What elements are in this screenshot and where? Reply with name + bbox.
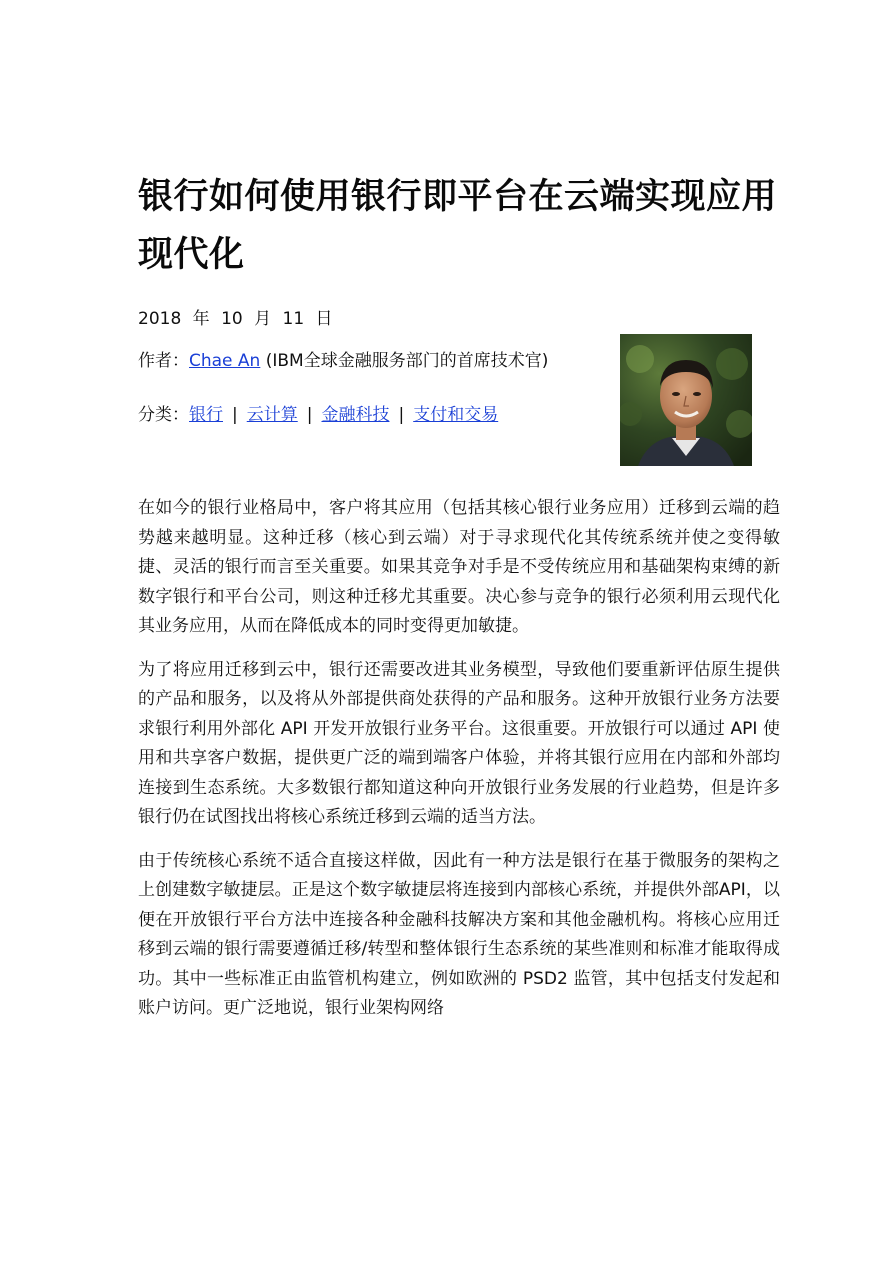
- author-portrait-image: [620, 334, 752, 466]
- body-paragraph: 由于传统核心系统不适合直接这样做，因此有一种方法是银行在基于微服务的架构之上创建数字敏捷层。正是这个数字敏捷层将连接到内部核心系统，并提供外部API，以便在开放银行平台方法中连接各种金融科技解决方案和其他金融机构。将核心应用迁移到云端的银行需要遵循迁移/转型和整体银行生态系统的某些准则和标准才能取得成功。其中一些标准正由监管机构建立，例如欧洲的 PSD2 监管，其中包括支付发起和账户访问。更广泛地说，银行业架构网络: [138, 850, 780, 1018]
- category-prefix: 分类：: [138, 405, 189, 425]
- article: [138, 168, 780, 1038]
- author-role: (IBM全球金融服务部门的首席技术官): [260, 351, 549, 371]
- category-separator: |: [398, 405, 405, 425]
- author-link[interactable]: Chae An: [189, 351, 261, 371]
- body-paragraph: 为了将应用迁移到云中，银行还需要改进其业务模型，导致他们要重新评估原生提供的产品和服务，以及将从外部提供商处获得的产品和服务。这种开放银行业务方法要求银行利用外部化 API 开发开放银行业务平台。这很重要。开放银行可以通过 API 使用和共享客户数据，提供更广泛的端到端客户体验，并将其银行应用在内部和外部均连接到生态系统。大多数银行都知道这种向开放银行业务发展的行业趋势，但是许多银行仍在试图找出将核心系统迁移到云端的适当方法。: [138, 659, 780, 827]
- category-link-cloud[interactable]: 云计算: [246, 405, 298, 425]
- author-photo: [620, 334, 752, 466]
- category-line: [138, 402, 498, 428]
- category-link-payments[interactable]: 支付和交易: [413, 405, 499, 425]
- category-link-fintech[interactable]: 金融科技: [321, 405, 390, 425]
- author-line: [138, 348, 548, 374]
- category-separator: |: [232, 405, 238, 425]
- category-link-banking[interactable]: 银行: [189, 405, 223, 425]
- body-paragraph: 在如今的银行业格局中，客户将其应用（包括其核心银行业务应用）迁移到云端的趋势越来越明显。这种迁移（核心到云端）对于寻求现代化其传统系统并使之变得敏捷、灵活的银行而言至关重要。如果其竞争对手是不受传统应用和基础架构束缚的新数字银行和平台公司，则这种迁移尤其重要。决心参与竞争的银行必须利用云现代化其业务应用，从而在降低成本的同时变得更加敏捷。: [138, 498, 780, 636]
- category-separator: |: [306, 405, 313, 425]
- article-meta: [138, 348, 780, 488]
- publish-date: 2018 年 10 月 11 日: [138, 309, 333, 329]
- article-body: [138, 494, 780, 1024]
- article-title: 银行如何使用银行即平台在云端实现应用现代化: [138, 177, 778, 275]
- author-prefix: 作者：: [138, 351, 189, 371]
